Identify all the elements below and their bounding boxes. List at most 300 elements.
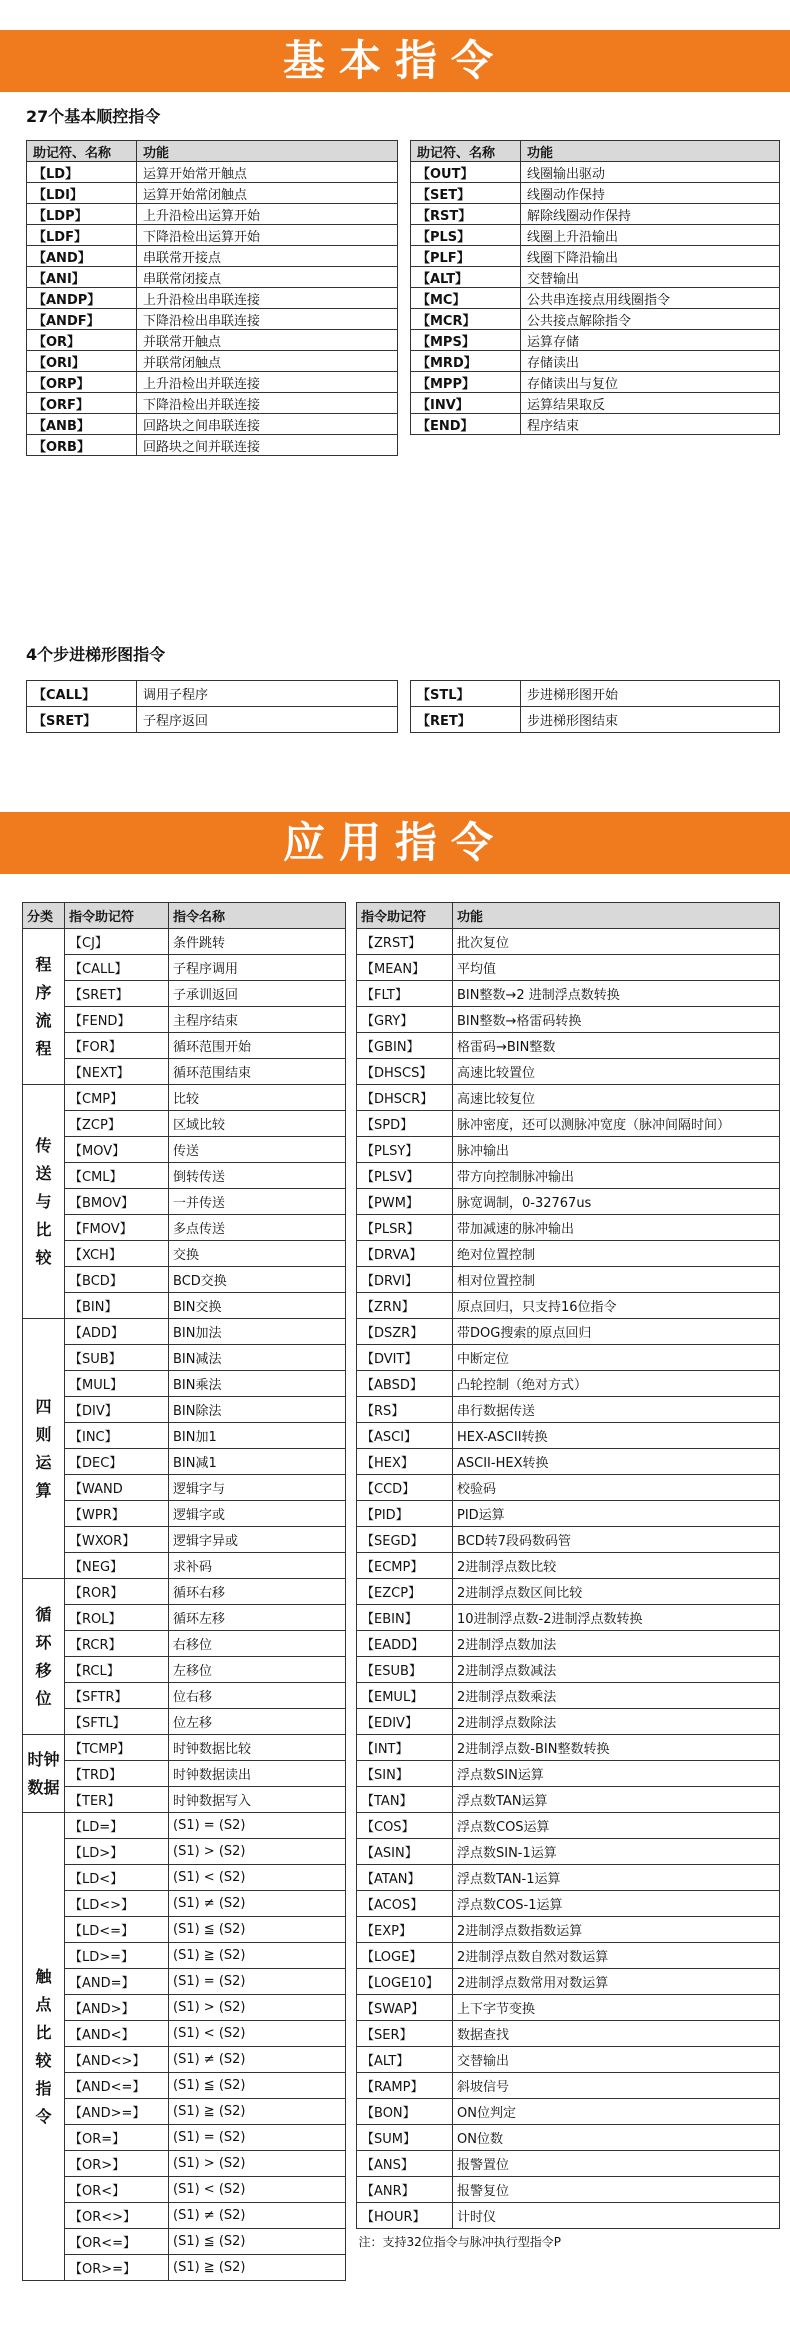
function-cell: 存储读出与复位 bbox=[521, 372, 780, 393]
name-cell: (S1) < (S2) bbox=[169, 2177, 346, 2203]
mnemonic-cell: 【OR>=】 bbox=[65, 2255, 169, 2281]
header-category: 分类 bbox=[23, 903, 65, 929]
table-row bbox=[357, 1397, 780, 1423]
function-cell: 存储读出 bbox=[521, 351, 780, 372]
mnemonic-cell: 【PLSY】 bbox=[357, 1137, 453, 1163]
table-row bbox=[27, 183, 398, 204]
name-cell: 逻辑字与 bbox=[169, 1475, 346, 1501]
name-cell: (S1) > (S2) bbox=[169, 1839, 346, 1865]
mnemonic-cell: 【PID】 bbox=[357, 1501, 453, 1527]
name-cell: (S1) ≦ (S2) bbox=[169, 1917, 346, 1943]
mnemonic-cell: 【SPD】 bbox=[357, 1111, 453, 1137]
name-cell: 左移位 bbox=[169, 1657, 346, 1683]
mnemonic-cell: 【OR<】 bbox=[65, 2177, 169, 2203]
table-row bbox=[357, 1579, 780, 1605]
note-row bbox=[357, 2229, 780, 2255]
mnemonic-cell: 【ANB】 bbox=[27, 414, 137, 435]
function-cell: 上升沿检出串联连接 bbox=[137, 288, 398, 309]
mnemonic-cell: 【XCH】 bbox=[65, 1241, 169, 1267]
mnemonic-cell: 【ESUB】 bbox=[357, 1657, 453, 1683]
table-row bbox=[411, 225, 780, 246]
category-cell: 触 点 比 较 指 令 bbox=[23, 1813, 65, 2281]
name-cell: 时钟数据比较 bbox=[169, 1735, 346, 1761]
name-cell: 倒转传送 bbox=[169, 1163, 346, 1189]
function-cell: 浮点数COS-1运算 bbox=[453, 1891, 780, 1917]
table-row bbox=[357, 1995, 780, 2021]
header-name: 指令名称 bbox=[169, 903, 346, 929]
name-cell: 位左移 bbox=[169, 1709, 346, 1735]
table-row bbox=[357, 1553, 780, 1579]
step-left-table bbox=[26, 680, 398, 733]
function-cell: 浮点数COS运算 bbox=[453, 1813, 780, 1839]
table-row bbox=[23, 1033, 346, 1059]
name-cell: 时钟数据读出 bbox=[169, 1761, 346, 1787]
table-row bbox=[357, 1605, 780, 1631]
mnemonic-cell: 【MPP】 bbox=[411, 372, 521, 393]
table-row bbox=[357, 1085, 780, 1111]
table-row bbox=[23, 2021, 346, 2047]
name-cell: 循环右移 bbox=[169, 1579, 346, 1605]
table-row bbox=[357, 955, 780, 981]
mnemonic-cell: 【WPR】 bbox=[65, 1501, 169, 1527]
mnemonic-cell: 【MRD】 bbox=[411, 351, 521, 372]
table-row bbox=[357, 2151, 780, 2177]
mnemonic-cell: 【LOGE】 bbox=[357, 1943, 453, 1969]
function-cell: 10进制浮点数-2进制浮点数转换 bbox=[453, 1605, 780, 1631]
name-cell: 一并传送 bbox=[169, 1189, 346, 1215]
function-cell: 线圈输出驱动 bbox=[521, 162, 780, 183]
table-row bbox=[27, 351, 398, 372]
table-row bbox=[23, 1891, 346, 1917]
table-row bbox=[23, 2229, 346, 2255]
function-cell: 2进制浮点数-BIN整数转换 bbox=[453, 1735, 780, 1761]
mnemonic-cell: 【DHSCR】 bbox=[357, 1085, 453, 1111]
table-row bbox=[357, 1189, 780, 1215]
function-cell: 运算开始常闭触点 bbox=[137, 183, 398, 204]
table-row bbox=[23, 1215, 346, 1241]
basic-instructions-banner: 基本指令 bbox=[0, 30, 790, 92]
table-row bbox=[23, 1241, 346, 1267]
category-cell: 时钟 数据 bbox=[23, 1735, 65, 1813]
mnemonic-cell: 【LD<>】 bbox=[65, 1891, 169, 1917]
mnemonic-cell: 【MPS】 bbox=[411, 330, 521, 351]
mnemonic-cell: 【EMUL】 bbox=[357, 1683, 453, 1709]
table-row bbox=[23, 2047, 346, 2073]
mnemonic-cell: 【RCR】 bbox=[65, 1631, 169, 1657]
mnemonic-cell: 【ALT】 bbox=[357, 2047, 453, 2073]
mnemonic-cell: 【FLT】 bbox=[357, 981, 453, 1007]
mnemonic-cell: 【ZRN】 bbox=[357, 1293, 453, 1319]
mnemonic-cell: 【ACOS】 bbox=[357, 1891, 453, 1917]
name-cell: 时钟数据写入 bbox=[169, 1787, 346, 1813]
function-cell: 上下字节变换 bbox=[453, 1995, 780, 2021]
table-row bbox=[23, 2177, 346, 2203]
function-cell: 2进制浮点数加法 bbox=[453, 1631, 780, 1657]
table-row bbox=[357, 1735, 780, 1761]
name-cell: 逻辑字或 bbox=[169, 1501, 346, 1527]
table-row bbox=[357, 1033, 780, 1059]
table-row bbox=[357, 1371, 780, 1397]
function-cell: 浮点数SIN-1运算 bbox=[453, 1839, 780, 1865]
table-row bbox=[357, 1501, 780, 1527]
mnemonic-cell: 【SET】 bbox=[411, 183, 521, 204]
function-cell: 2进制浮点数比较 bbox=[453, 1553, 780, 1579]
header-function: 功能 bbox=[521, 141, 780, 162]
function-cell: 浮点数TAN运算 bbox=[453, 1787, 780, 1813]
table-row bbox=[23, 1631, 346, 1657]
category-cell: 传 送 与 比 较 bbox=[23, 1085, 65, 1319]
mnemonic-cell: 【CML】 bbox=[65, 1163, 169, 1189]
mnemonic-cell: 【SWAP】 bbox=[357, 1995, 453, 2021]
mnemonic-cell: 【MUL】 bbox=[65, 1371, 169, 1397]
function-cell: 脉冲密度，还可以测脉冲宽度（脉冲间隔时间） bbox=[453, 1111, 780, 1137]
header-mnemonic: 助记符、名称 bbox=[27, 141, 137, 162]
table-row bbox=[23, 1293, 346, 1319]
mnemonic-cell: 【SRET】 bbox=[27, 707, 137, 733]
table-row bbox=[357, 981, 780, 1007]
name-cell: (S1) ≠ (S2) bbox=[169, 1891, 346, 1917]
function-cell: 运算开始常开触点 bbox=[137, 162, 398, 183]
table-row bbox=[357, 929, 780, 955]
table-row bbox=[357, 2099, 780, 2125]
mnemonic-cell: 【TRD】 bbox=[65, 1761, 169, 1787]
function-cell: 回路块之间并联连接 bbox=[137, 435, 398, 456]
function-cell: 运算存储 bbox=[521, 330, 780, 351]
mnemonic-cell: 【DIV】 bbox=[65, 1397, 169, 1423]
header-mnemonic: 指令助记符 bbox=[357, 903, 453, 929]
function-cell: 公共串连接点用线圈指令 bbox=[521, 288, 780, 309]
name-cell: (S1) = (S2) bbox=[169, 1969, 346, 1995]
name-cell: (S1) ≦ (S2) bbox=[169, 2073, 346, 2099]
mnemonic-cell: 【ANI】 bbox=[27, 267, 137, 288]
table-row bbox=[23, 929, 346, 955]
function-cell: ON位数 bbox=[453, 2125, 780, 2151]
table-row bbox=[27, 681, 398, 707]
table-row bbox=[27, 330, 398, 351]
table-row bbox=[23, 2099, 346, 2125]
mnemonic-cell: 【HEX】 bbox=[357, 1449, 453, 1475]
name-cell: BIN乘法 bbox=[169, 1371, 346, 1397]
table-row bbox=[27, 372, 398, 393]
mnemonic-cell: 【ORI】 bbox=[27, 351, 137, 372]
function-cell: 计时仪 bbox=[453, 2203, 780, 2229]
mnemonic-cell: 【AND】 bbox=[27, 246, 137, 267]
table-row bbox=[357, 1163, 780, 1189]
mnemonic-cell: 【EBIN】 bbox=[357, 1605, 453, 1631]
table-row bbox=[357, 1007, 780, 1033]
table-row bbox=[23, 1085, 346, 1111]
mnemonic-cell: 【AND<=】 bbox=[65, 2073, 169, 2099]
table-row bbox=[411, 372, 780, 393]
table-row bbox=[357, 1813, 780, 1839]
function-cell: 脉宽调制，0-32767us bbox=[453, 1189, 780, 1215]
table-row bbox=[23, 2203, 346, 2229]
function-cell: BCD转7段码数码管 bbox=[453, 1527, 780, 1553]
mnemonic-cell: 【BMOV】 bbox=[65, 1189, 169, 1215]
application-instructions-banner: 应用指令 bbox=[0, 812, 790, 874]
table-row bbox=[357, 2203, 780, 2229]
function-cell: 运算结果取反 bbox=[521, 393, 780, 414]
table-row bbox=[23, 1969, 346, 1995]
name-cell: BIN除法 bbox=[169, 1397, 346, 1423]
mnemonic-cell: 【ZCP】 bbox=[65, 1111, 169, 1137]
function-cell: 步进梯形图结束 bbox=[521, 707, 780, 733]
function-cell: 线圈下降沿输出 bbox=[521, 246, 780, 267]
name-cell: 传送 bbox=[169, 1137, 346, 1163]
table-row bbox=[357, 1917, 780, 1943]
function-cell: BIN整数→2 进制浮点数转换 bbox=[453, 981, 780, 1007]
mnemonic-cell: 【ANS】 bbox=[357, 2151, 453, 2177]
table-row bbox=[23, 1345, 346, 1371]
table-row bbox=[23, 2073, 346, 2099]
table-row bbox=[411, 267, 780, 288]
table-row bbox=[23, 1839, 346, 1865]
function-cell: 交替输出 bbox=[453, 2047, 780, 2073]
function-cell: 串联常开接点 bbox=[137, 246, 398, 267]
table-row bbox=[357, 1657, 780, 1683]
table-row bbox=[411, 393, 780, 414]
application-right-table bbox=[356, 902, 780, 2255]
mnemonic-cell: 【AND>=】 bbox=[65, 2099, 169, 2125]
mnemonic-cell: 【PWM】 bbox=[357, 1189, 453, 1215]
table-row bbox=[411, 707, 780, 733]
mnemonic-cell: 【DRVI】 bbox=[357, 1267, 453, 1293]
table-row bbox=[23, 1865, 346, 1891]
table-row bbox=[411, 204, 780, 225]
table-row bbox=[411, 162, 780, 183]
table-row bbox=[23, 1553, 346, 1579]
function-cell: 2进制浮点数常用对数运算 bbox=[453, 1969, 780, 1995]
table-row bbox=[23, 1189, 346, 1215]
mnemonic-cell: 【LD】 bbox=[27, 162, 137, 183]
table-row bbox=[357, 1267, 780, 1293]
mnemonic-cell: 【ADD】 bbox=[65, 1319, 169, 1345]
table-row bbox=[23, 955, 346, 981]
mnemonic-cell: 【MOV】 bbox=[65, 1137, 169, 1163]
function-cell: 串行数据传送 bbox=[453, 1397, 780, 1423]
mnemonic-cell: 【DVIT】 bbox=[357, 1345, 453, 1371]
mnemonic-cell: 【TER】 bbox=[65, 1787, 169, 1813]
category-cell: 程 序 流 程 bbox=[23, 929, 65, 1085]
mnemonic-cell: 【STL】 bbox=[411, 681, 521, 707]
table-row bbox=[357, 1111, 780, 1137]
name-cell: 循环范围结束 bbox=[169, 1059, 346, 1085]
table-row bbox=[357, 1345, 780, 1371]
mnemonic-cell: 【ROL】 bbox=[65, 1605, 169, 1631]
support-note: 注：支持32位指令与脉冲执行型指令P bbox=[358, 2235, 562, 2250]
function-cell: 格雷码→BIN整数 bbox=[453, 1033, 780, 1059]
table-row bbox=[23, 2255, 346, 2281]
function-cell: 2进制浮点数减法 bbox=[453, 1657, 780, 1683]
mnemonic-cell: 【LDI】 bbox=[27, 183, 137, 204]
function-cell: 脉冲输出 bbox=[453, 1137, 780, 1163]
function-cell: 上升沿检出运算开始 bbox=[137, 204, 398, 225]
function-cell: 中断定位 bbox=[453, 1345, 780, 1371]
mnemonic-cell: 【OR】 bbox=[27, 330, 137, 351]
function-cell: 校验码 bbox=[453, 1475, 780, 1501]
table-row bbox=[411, 288, 780, 309]
function-cell: 程序结束 bbox=[521, 414, 780, 435]
mnemonic-cell: 【PLF】 bbox=[411, 246, 521, 267]
table-row bbox=[357, 1839, 780, 1865]
mnemonic-cell: 【AND>】 bbox=[65, 1995, 169, 2021]
table-row bbox=[357, 1475, 780, 1501]
mnemonic-cell: 【TCMP】 bbox=[65, 1735, 169, 1761]
mnemonic-cell: 【INT】 bbox=[357, 1735, 453, 1761]
table-row bbox=[23, 1943, 346, 1969]
table-row bbox=[23, 1917, 346, 1943]
function-cell: 串联常闭接点 bbox=[137, 267, 398, 288]
function-cell: ON位判定 bbox=[453, 2099, 780, 2125]
function-cell: 批次复位 bbox=[453, 929, 780, 955]
name-cell: 主程序结束 bbox=[169, 1007, 346, 1033]
mnemonic-cell: 【DHSCS】 bbox=[357, 1059, 453, 1085]
mnemonic-cell: 【FEND】 bbox=[65, 1007, 169, 1033]
function-cell: 2进制浮点数除法 bbox=[453, 1709, 780, 1735]
function-cell: 交替输出 bbox=[521, 267, 780, 288]
table-row bbox=[23, 1813, 346, 1839]
table-row bbox=[27, 267, 398, 288]
function-cell: 高速比较复位 bbox=[453, 1085, 780, 1111]
function-cell: 报警复位 bbox=[453, 2177, 780, 2203]
mnemonic-cell: 【FMOV】 bbox=[65, 1215, 169, 1241]
mnemonic-cell: 【SFTL】 bbox=[65, 1709, 169, 1735]
mnemonic-cell: 【ATAN】 bbox=[357, 1865, 453, 1891]
table-row bbox=[27, 225, 398, 246]
mnemonic-cell: 【GBIN】 bbox=[357, 1033, 453, 1059]
table-row bbox=[23, 2125, 346, 2151]
mnemonic-cell: 【AND<>】 bbox=[65, 2047, 169, 2073]
mnemonic-cell: 【AND=】 bbox=[65, 1969, 169, 1995]
mnemonic-cell: 【SFTR】 bbox=[65, 1683, 169, 1709]
function-cell: 斜坡信号 bbox=[453, 2073, 780, 2099]
table-row bbox=[23, 1111, 346, 1137]
mnemonic-cell: 【WAND bbox=[65, 1475, 169, 1501]
mnemonic-cell: 【TAN】 bbox=[357, 1787, 453, 1813]
mnemonic-cell: 【EADD】 bbox=[357, 1631, 453, 1657]
application-left-table bbox=[22, 902, 346, 2281]
mnemonic-cell: 【INC】 bbox=[65, 1423, 169, 1449]
mnemonic-cell: 【ANDP】 bbox=[27, 288, 137, 309]
function-cell: 相对位置控制 bbox=[453, 1267, 780, 1293]
table-row bbox=[27, 162, 398, 183]
table-row bbox=[23, 1579, 346, 1605]
table-row bbox=[27, 309, 398, 330]
name-cell: 子程序调用 bbox=[169, 955, 346, 981]
function-cell: 上升沿检出并联连接 bbox=[137, 372, 398, 393]
mnemonic-cell: 【CALL】 bbox=[65, 955, 169, 981]
table-row bbox=[23, 1735, 346, 1761]
table-row bbox=[357, 1969, 780, 1995]
name-cell: BIN加1 bbox=[169, 1423, 346, 1449]
table-row bbox=[357, 2047, 780, 2073]
mnemonic-cell: 【FOR】 bbox=[65, 1033, 169, 1059]
name-cell: 逻辑字异或 bbox=[169, 1527, 346, 1553]
table-row bbox=[23, 1059, 346, 1085]
mnemonic-cell: 【LDF】 bbox=[27, 225, 137, 246]
function-cell: 浮点数TAN-1运算 bbox=[453, 1865, 780, 1891]
mnemonic-cell: 【CALL】 bbox=[27, 681, 137, 707]
mnemonic-cell: 【RAMP】 bbox=[357, 2073, 453, 2099]
table-row bbox=[411, 309, 780, 330]
function-cell: 子程序返回 bbox=[137, 707, 398, 733]
function-cell: 公共接点解除指令 bbox=[521, 309, 780, 330]
table-row bbox=[27, 393, 398, 414]
mnemonic-cell: 【BCD】 bbox=[65, 1267, 169, 1293]
table-row bbox=[23, 1657, 346, 1683]
table-row bbox=[357, 2125, 780, 2151]
function-cell: 下降沿检出并联连接 bbox=[137, 393, 398, 414]
table-row bbox=[27, 204, 398, 225]
mnemonic-cell: 【ANR】 bbox=[357, 2177, 453, 2203]
function-cell: 凸轮控制（绝对方式） bbox=[453, 1371, 780, 1397]
function-cell: 原点回归，只支持16位指令 bbox=[453, 1293, 780, 1319]
table-row bbox=[23, 1605, 346, 1631]
table-row bbox=[23, 2151, 346, 2177]
name-cell: BCD交换 bbox=[169, 1267, 346, 1293]
mnemonic-cell: 【RCL】 bbox=[65, 1657, 169, 1683]
mnemonic-cell: 【RS】 bbox=[357, 1397, 453, 1423]
table-row bbox=[357, 1319, 780, 1345]
mnemonic-cell: 【MC】 bbox=[411, 288, 521, 309]
mnemonic-cell: 【DSZR】 bbox=[357, 1319, 453, 1345]
table-row bbox=[357, 1865, 780, 1891]
name-cell: (S1) ≠ (S2) bbox=[169, 2203, 346, 2229]
header-function: 功能 bbox=[137, 141, 398, 162]
table-row bbox=[357, 1059, 780, 1085]
table-row bbox=[357, 2177, 780, 2203]
mnemonic-cell: 【SUM】 bbox=[357, 2125, 453, 2151]
mnemonic-cell: 【NEG】 bbox=[65, 1553, 169, 1579]
mnemonic-cell: 【ORF】 bbox=[27, 393, 137, 414]
name-cell: (S1) ≧ (S2) bbox=[169, 2255, 346, 2281]
table-row bbox=[23, 981, 346, 1007]
table-row bbox=[357, 1631, 780, 1657]
mnemonic-cell: 【GRY】 bbox=[357, 1007, 453, 1033]
mnemonic-cell: 【MCR】 bbox=[411, 309, 521, 330]
name-cell: 求补码 bbox=[169, 1553, 346, 1579]
table-row bbox=[411, 183, 780, 204]
function-cell: 带DOG搜索的原点回归 bbox=[453, 1319, 780, 1345]
mnemonic-cell: 【SEGD】 bbox=[357, 1527, 453, 1553]
name-cell: (S1) > (S2) bbox=[169, 2151, 346, 2177]
table-row bbox=[23, 1319, 346, 1345]
table-row bbox=[23, 1371, 346, 1397]
function-cell: 2进制浮点数自然对数运算 bbox=[453, 1943, 780, 1969]
mnemonic-cell: 【OR>】 bbox=[65, 2151, 169, 2177]
mnemonic-cell: 【MEAN】 bbox=[357, 955, 453, 981]
table-row bbox=[357, 1761, 780, 1787]
function-cell: 绝对位置控制 bbox=[453, 1241, 780, 1267]
table-row bbox=[23, 1527, 346, 1553]
mnemonic-cell: 【CMP】 bbox=[65, 1085, 169, 1111]
mnemonic-cell: 【NEXT】 bbox=[65, 1059, 169, 1085]
table-row bbox=[23, 1137, 346, 1163]
header-mnemonic: 助记符、名称 bbox=[411, 141, 521, 162]
mnemonic-cell: 【ORB】 bbox=[27, 435, 137, 456]
function-cell: 调用子程序 bbox=[137, 681, 398, 707]
category-cell: 循 环 移 位 bbox=[23, 1579, 65, 1735]
mnemonic-cell: 【ANDF】 bbox=[27, 309, 137, 330]
function-cell: 浮点数SIN运算 bbox=[453, 1761, 780, 1787]
mnemonic-cell: 【OR<>】 bbox=[65, 2203, 169, 2229]
mnemonic-cell: 【ROR】 bbox=[65, 1579, 169, 1605]
table-row bbox=[27, 414, 398, 435]
table-row bbox=[357, 1241, 780, 1267]
table-row bbox=[357, 1215, 780, 1241]
table-row bbox=[411, 351, 780, 372]
mnemonic-cell: 【HOUR】 bbox=[357, 2203, 453, 2229]
